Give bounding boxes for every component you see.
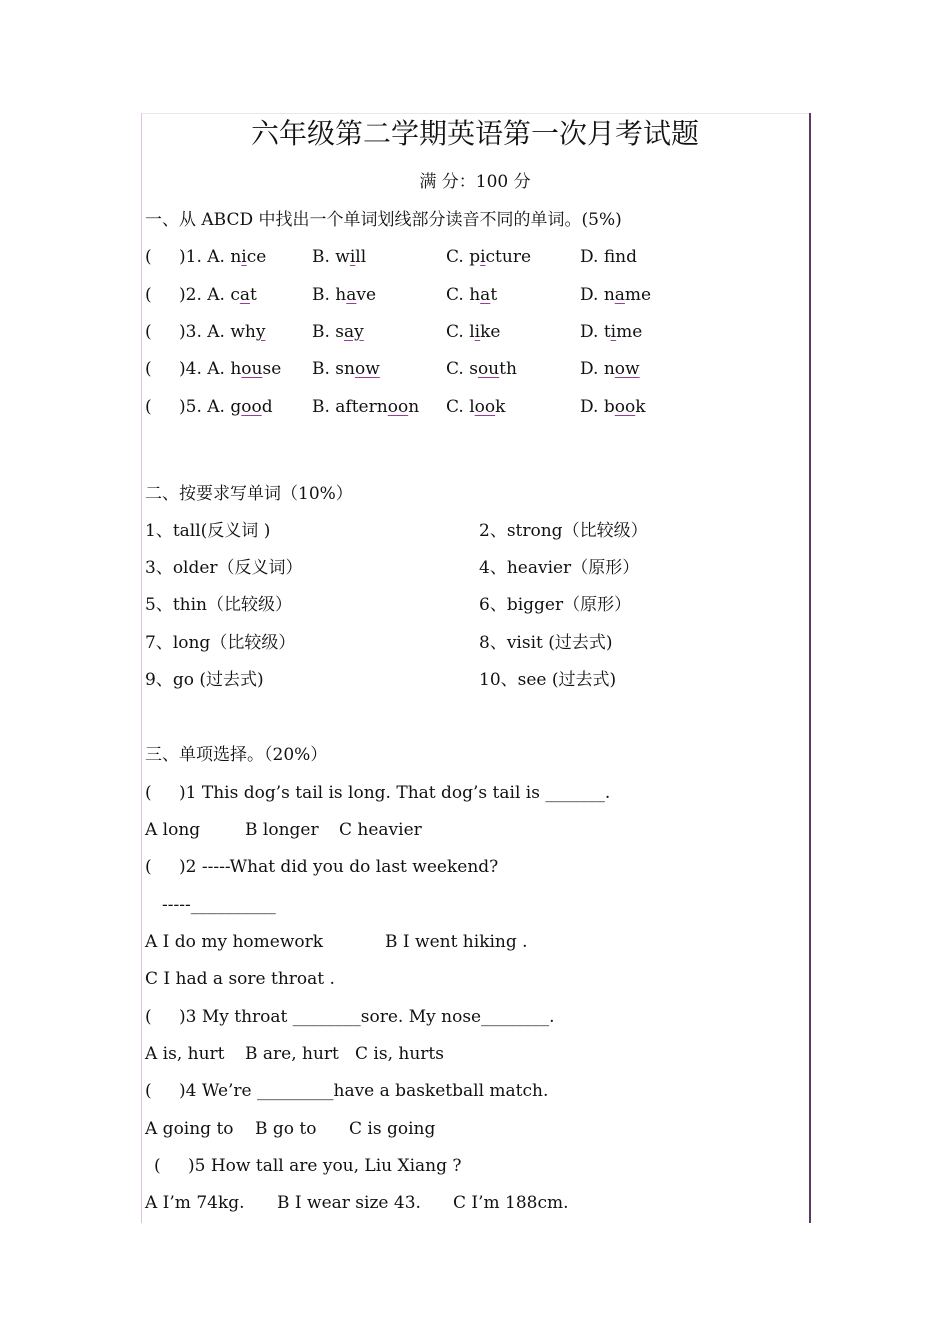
word-fragment: c [230,285,240,305]
phonics-q1-option-a [179,246,266,268]
word-fragment: C. l [446,397,475,417]
full-score: 满 分：100 分 [419,172,531,192]
underlined-letters: i [610,322,617,342]
page-frame-top [141,113,811,114]
word-task-9: 9、go (过去式) [145,670,264,690]
phonics-q2-option-c [446,284,497,306]
mc-question-4: )4 We’re _________have a basketball match. [179,1081,549,1101]
word-fragment: k [635,397,646,417]
underlined-letters: a [346,285,357,305]
answer-bracket: ( [145,247,152,267]
underlined-letters: a [239,285,251,305]
option-b-word [312,247,366,267]
underlined-letters: i [474,322,481,342]
underlined-letters: oo [387,397,409,417]
option-a-word [230,359,281,379]
phonics-q5-option-c [446,396,505,418]
word-fragment: C. h [446,285,481,305]
underlined-letters: oo [241,397,262,417]
option-a-word [230,247,266,267]
option-d-word [580,397,646,417]
mc-q4-option-a: A going to [145,1119,234,1139]
mc-question-3: )3 My throat ________sore. My nose________. [179,1007,555,1027]
mc-q3-option-b: B are, hurt [245,1044,339,1064]
phonics-q2-option-d [580,284,651,306]
word-fragment: t [250,285,257,305]
phonics-q2-option-a [179,284,257,306]
answer-bracket: ( [145,397,152,417]
mc-question-5: )5 How tall are you, Liu Xiang ? [188,1156,462,1176]
option-a-word [230,397,272,417]
mc-question-1: )1 This dog’s tail is long. That dog’s tail is _______. [179,783,611,803]
option-b-word [312,397,419,417]
word-fragment: d [261,397,273,417]
phonics-q4-option-c [446,358,517,380]
phonics-q3-option-a [179,321,265,343]
underlined-letters: i [480,247,486,267]
word-fragment: cture [485,247,532,267]
word-task-10: 10、see (过去式) [479,670,617,690]
underlined-letters: ay [344,322,364,342]
word-fragment: D. t [580,322,611,342]
phonics-q2-option-b [312,284,376,306]
underlined-letters: i [349,247,356,267]
word-fragment: th [499,359,517,379]
phonics-q5-option-a [179,396,273,418]
word-fragment: ce [246,247,267,267]
mc-q1-option-c: C heavier [339,820,422,840]
option-c-word [446,322,500,342]
mc-q2-option-a: A I do my homework [145,932,324,952]
underlined-letters: oo [614,397,636,417]
mc-q1-option-a: A long [145,820,201,840]
option-d-word [580,247,637,267]
mc-q5-option-b: B I wear size 43. [277,1193,421,1213]
word-task-3: 3、older（反义词） [145,558,303,578]
word-fragment: nd [615,247,638,267]
underlined-letters: a [480,285,491,305]
mc-bracket: ( [145,1081,152,1101]
word-fragment: D. n [580,285,615,305]
mc-q4-option-b: B go to [255,1119,317,1139]
option-c-word [446,247,531,267]
word-fragment: me [624,285,652,305]
phonics-q4-option-a [179,358,281,380]
word-fragment: ke [480,322,501,342]
mc-bracket: ( [154,1156,161,1176]
phonics-q4-option-d [580,358,640,380]
word-fragment: B. h [312,285,347,305]
word-fragment: h [230,359,242,379]
answer-bracket: ( [145,285,152,305]
option-c-word [446,285,497,305]
option-b-word [312,359,380,379]
word-task-4: 4、heavier（原形） [479,558,640,578]
option-d-word [580,285,651,305]
word-fragment: D. n [580,359,615,379]
option-b-word [312,285,376,305]
underlined-letters: ow [614,359,640,379]
option-c-word [446,359,517,379]
mc-bracket: ( [145,1007,152,1027]
word-fragment: ll [355,247,367,267]
mc-question-2: )2 -----What did you do last weekend? [179,857,499,877]
option-d-word [580,359,640,379]
page-frame-right [809,113,811,1223]
mc-q5-option-c: C I’m 188cm. [453,1193,569,1213]
underlined-letters: y [255,322,266,342]
word-fragment: C. p [446,247,481,267]
option-c-word [446,397,505,417]
underlined-letters: i [241,247,247,267]
mc-q2-option-b: B I went hiking . [385,932,528,952]
word-fragment: n [408,397,420,417]
question-number: )2. A. [179,285,231,305]
phonics-q1-option-b [312,246,366,268]
word-task-8: 8、visit (过去式) [479,633,613,653]
word-task-6: 6、bigger（原形） [479,595,632,615]
phonics-q1-option-d [580,246,637,268]
phonics-q5-option-d [580,396,646,418]
question-number: )5. A. [179,397,231,417]
mc-q5-option-a: A I’m 74kg. [145,1193,245,1213]
underlined-letters: ow [354,359,380,379]
mc-q2-option-c: C I had a sore throat . [145,969,335,989]
mc-q3-option-a: A is, hurt [145,1044,225,1064]
underlined-letters: a [614,285,625,305]
option-d-word [580,322,642,342]
underlined-letters: ou [241,359,263,379]
phonics-q3-option-d [580,321,642,343]
word-task-5: 5、thin（比较级） [145,595,292,615]
mc-bracket: ( [145,783,152,803]
word-fragment: k [495,397,506,417]
word-fragment: ve [356,285,377,305]
word-task-7: 7、long（比较级） [145,633,296,653]
word-fragment: C. s [446,359,478,379]
word-fragment: n [230,247,242,267]
word-fragment: wh [230,322,256,342]
section3-heading: 三、单项选择。（20%） [145,745,328,765]
phonics-q1-option-c [446,246,531,268]
word-fragment: B. w [312,247,350,267]
mc-q3-option-c: C is, hurts [355,1044,444,1064]
section2-heading: 二、按要求写单词（10%） [145,484,353,504]
question-number: )4. A. [179,359,231,379]
option-b-word [312,322,364,342]
option-a-word [230,285,257,305]
mc-q4-option-c: C is going [349,1119,436,1139]
word-fragment: B. aftern [312,397,388,417]
mc-bracket: ( [145,857,152,877]
phonics-q5-option-b [312,396,419,418]
page-frame-left [141,113,142,1223]
page-title: 六年级第二学期英语第一次月考试题 [250,117,699,150]
word-fragment: D. b [580,397,615,417]
word-fragment: t [490,285,498,305]
question-number: )1. A. [179,247,231,267]
word-fragment: me [616,322,643,342]
question-number: )3. A. [179,322,231,342]
mc-q2-answer-line: -----__________ [162,895,276,915]
word-task-1: 1、tall(反义词 ) [145,521,271,541]
word-task-2: 2、strong（比较级） [479,521,648,541]
option-a-word [230,322,265,342]
phonics-q4-option-b [312,358,380,380]
answer-bracket: ( [145,359,152,379]
word-fragment: C. l [446,322,475,342]
phonics-q3-option-b [312,321,364,343]
underlined-letters: oo [474,397,496,417]
mc-q1-option-b: B longer [245,820,319,840]
word-fragment: se [262,359,282,379]
word-fragment: g [230,397,242,417]
word-fragment: D. f [580,247,616,267]
word-fragment: B. sn [312,359,355,379]
underlined-letters: ou [477,359,500,379]
answer-bracket: ( [145,322,152,342]
phonics-q3-option-c [446,321,500,343]
section1-heading: 一、从 ABCD 中找出一个单词划线部分读音不同的单词。(5%) [145,210,622,230]
word-fragment: B. s [312,322,345,342]
